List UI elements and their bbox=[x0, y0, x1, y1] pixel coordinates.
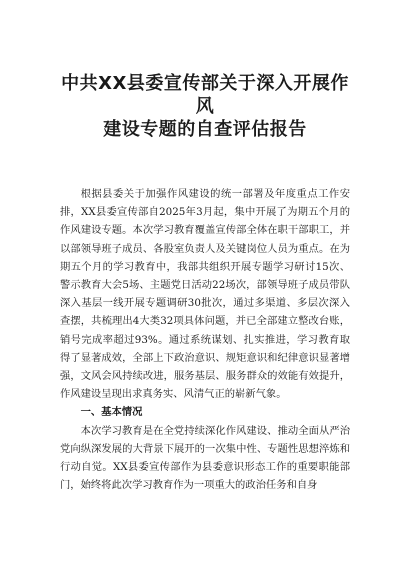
intro-paragraph: 根据县委关于加强作风建设的统一部署及年度重点工作安排，XX县委宣传部自2025年3月起，集中开展了为期五个月的作风建设专题。本次学习教育覆盖宣传部全体在职干部职工，并以部领导班子成员、各股室负责人及关键岗位人员为重点。在为期五个月的学习教育中，我部共组织开展专题学习研讨15次、警示教育大会5场、主题党日活动22场次，部领导班子成员带队深入基层一线开展专题调研30批次，通过多渠道、多层次深入查摆，共梳理出4大类32项具体问题，并已全部建立整改台账，销号完成率超过93%。通过系统谋划、扎实推进，学习教育取得了显著成效，全部上下政治意识、规矩意识和纪律意识显著增强，文风会风持续改进，服务基层、服务群众的效能有效提升，作风建设呈现出求真务实、风清气正的崭新气象。 bbox=[60, 188, 350, 401]
title-line-2: 建设专题的自查评估报告 bbox=[103, 119, 307, 140]
section-1-paragraph: 本次学习教育是在全党持续深化作风建设、推动全面从严治党向纵深发展的大背景下展开的一次集中性、专题性思想淬炼和行动自觉。XX县委宣传部作为县委意识形态工作的重要职能部门，始终将此次学习教育作为一项重大的政治任务和自身 bbox=[60, 424, 350, 492]
document-title bbox=[60, 72, 350, 141]
section-heading-basic-situation: 一、基本情况 bbox=[80, 406, 143, 419]
title-line-1: 中共XX县委宣传部关于深入开展作风 bbox=[61, 73, 349, 117]
